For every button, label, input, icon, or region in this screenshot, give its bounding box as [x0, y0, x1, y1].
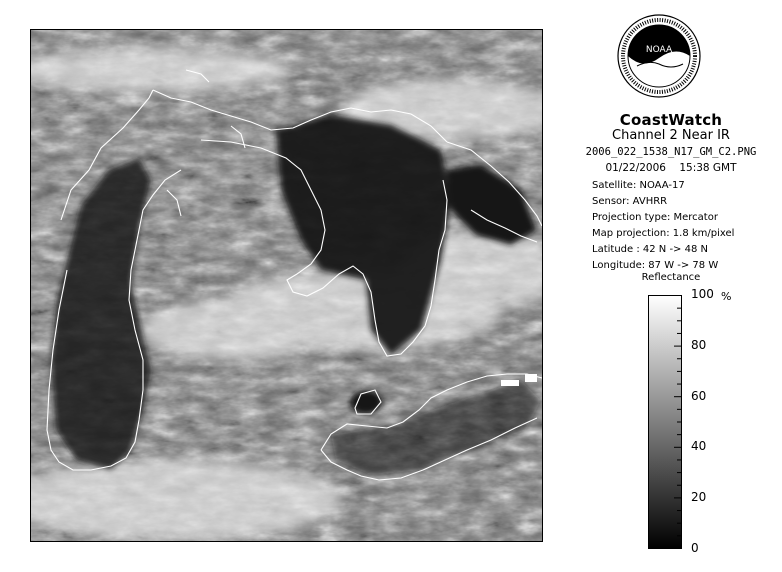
product-title: CoastWatch: [619, 111, 723, 129]
reflectance-colorbar: [648, 295, 682, 549]
longitude-label: Longitude: 87 W -> 78 W: [592, 260, 719, 271]
map-projection-label: Map projection: 1.8 km/pixel: [592, 228, 735, 239]
projection-type-label: Projection type: Mercator: [592, 212, 718, 223]
satellite-label: Satellite: NOAA-17: [592, 180, 685, 191]
colorbar-tick-label: 40: [691, 439, 707, 454]
acquisition-time: 15:38 GMT: [679, 162, 737, 174]
noaa-logo-center-text: NOAA: [645, 45, 673, 55]
legend-unit: %: [721, 290, 732, 303]
legend-title: Reflectance: [641, 272, 701, 283]
colorbar-tick-label: 20: [691, 490, 707, 505]
colorbar-tick-label: 100: [691, 287, 714, 301]
channel-name: Channel 2 Near IR: [612, 128, 730, 143]
colorbar-tick-label: 80: [691, 337, 707, 352]
latitude-label: Latitude : 42 N -> 48 N: [592, 244, 708, 255]
acquisition-date: 01/22/2006: [605, 162, 666, 174]
image-filename: 2006_022_1538_N17_GM_C2.PNG: [585, 146, 757, 158]
acquisition-datetime: [560, 162, 782, 174]
satellite-image: [30, 29, 543, 542]
colorbar-tick-label: 60: [691, 388, 707, 403]
noaa-logo: [617, 14, 701, 98]
colorbar-tick-label: 0: [691, 541, 699, 555]
sensor-label: Sensor: AVHRR: [592, 196, 668, 207]
